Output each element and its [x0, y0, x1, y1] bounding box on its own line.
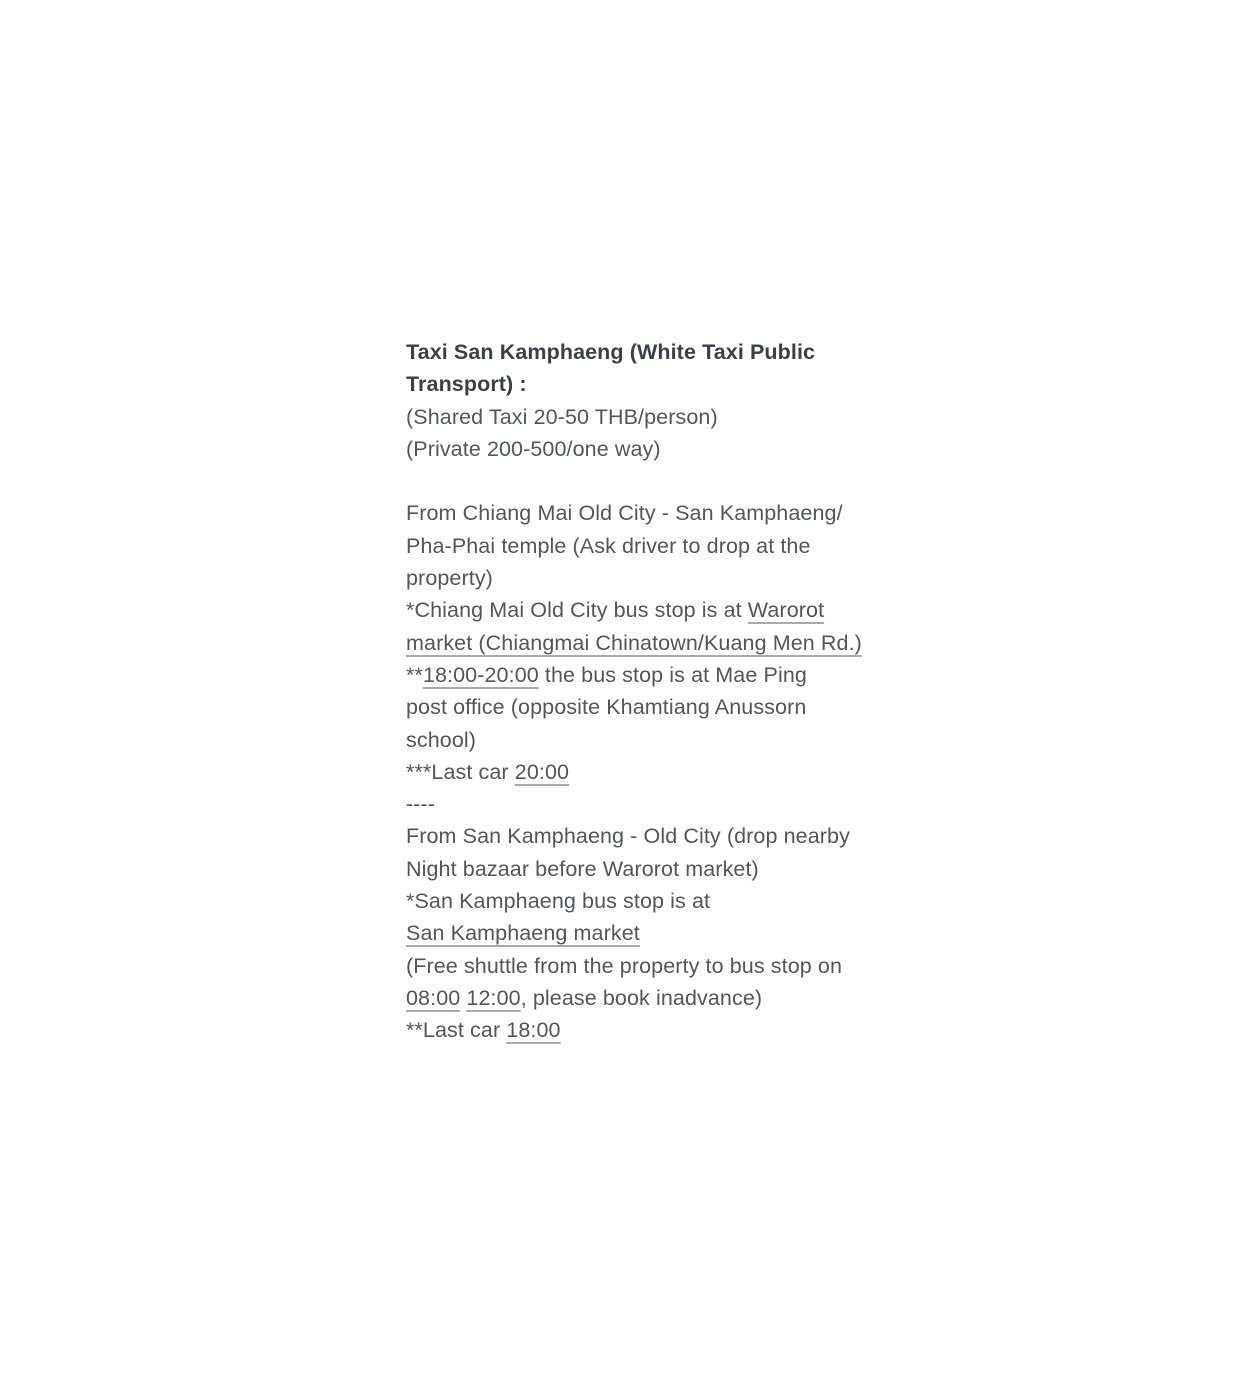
text-run: property) — [406, 566, 493, 591]
text-line — [406, 594, 866, 626]
text-line — [406, 627, 866, 659]
text-line — [406, 433, 866, 465]
text-run: school) — [406, 727, 477, 752]
link-san-kamphaeng-market[interactable]: San Kamphaeng market — [406, 921, 640, 946]
text-line — [406, 853, 866, 885]
text-run: post office (opposite Khamtiang Anussorn — [406, 695, 807, 720]
link-time-range[interactable]: 18:00-20:00 — [422, 662, 539, 687]
text-line — [406, 820, 866, 852]
text-line — [406, 368, 866, 400]
text-run: Night bazaar before Warorot market) — [406, 856, 759, 881]
link-time[interactable]: 08:00 — [406, 985, 461, 1010]
text-run: ***Last car — [406, 759, 515, 784]
link-warorot-market[interactable]: Warorot — [747, 598, 825, 623]
blank-line — [406, 465, 866, 497]
text-run: *San Kamphaeng bus stop is at — [406, 889, 711, 914]
text-line — [406, 950, 866, 982]
text-line — [406, 917, 866, 949]
text-run: From San Kamphaeng - Old City (drop nearby — [406, 824, 850, 849]
text-line — [406, 497, 866, 529]
text-line — [406, 885, 866, 917]
text-line — [406, 788, 866, 820]
text-run: Taxi San Kamphaeng (White Taxi Public — [406, 340, 816, 364]
text-line — [406, 724, 866, 756]
text-run: ** — [406, 662, 423, 687]
text-line — [406, 691, 866, 723]
text-run: ---- — [406, 792, 436, 817]
text-run: (Private 200-500/one way) — [406, 436, 661, 461]
link-warorot-market[interactable]: market (Chiangmai Chinatown/Kuang Men Rd.) — [406, 630, 862, 655]
text-run: Pha-Phai temple (Ask driver to drop at the — [406, 533, 811, 558]
text-line — [406, 1014, 866, 1046]
text-line — [406, 982, 866, 1014]
text-line — [406, 659, 866, 691]
text-run: **Last car — [406, 1018, 507, 1043]
text-run: the bus stop is at Mae Ping — [538, 662, 807, 687]
link-time[interactable]: 18:00 — [506, 1018, 561, 1043]
text-line — [406, 562, 866, 594]
text-run: *Chiang Mai Old City bus stop is at — [406, 598, 748, 623]
link-time[interactable]: 12:00 — [466, 985, 521, 1010]
text-run: (Shared Taxi 20-50 THB/person) — [406, 404, 718, 429]
text-line — [406, 756, 866, 788]
text-line — [406, 401, 866, 433]
text-run: From Chiang Mai Old City - San Kamphaeng/ — [406, 501, 843, 526]
text-run: , please book inadvance) — [520, 985, 763, 1010]
text-line — [406, 530, 866, 562]
transport-info-text — [406, 336, 866, 1047]
text-run: (Free shuttle from the property to bus stop on — [406, 953, 843, 978]
link-time[interactable]: 20:00 — [514, 759, 570, 784]
text-line — [406, 336, 866, 368]
text-run: Transport) : — [406, 372, 527, 397]
